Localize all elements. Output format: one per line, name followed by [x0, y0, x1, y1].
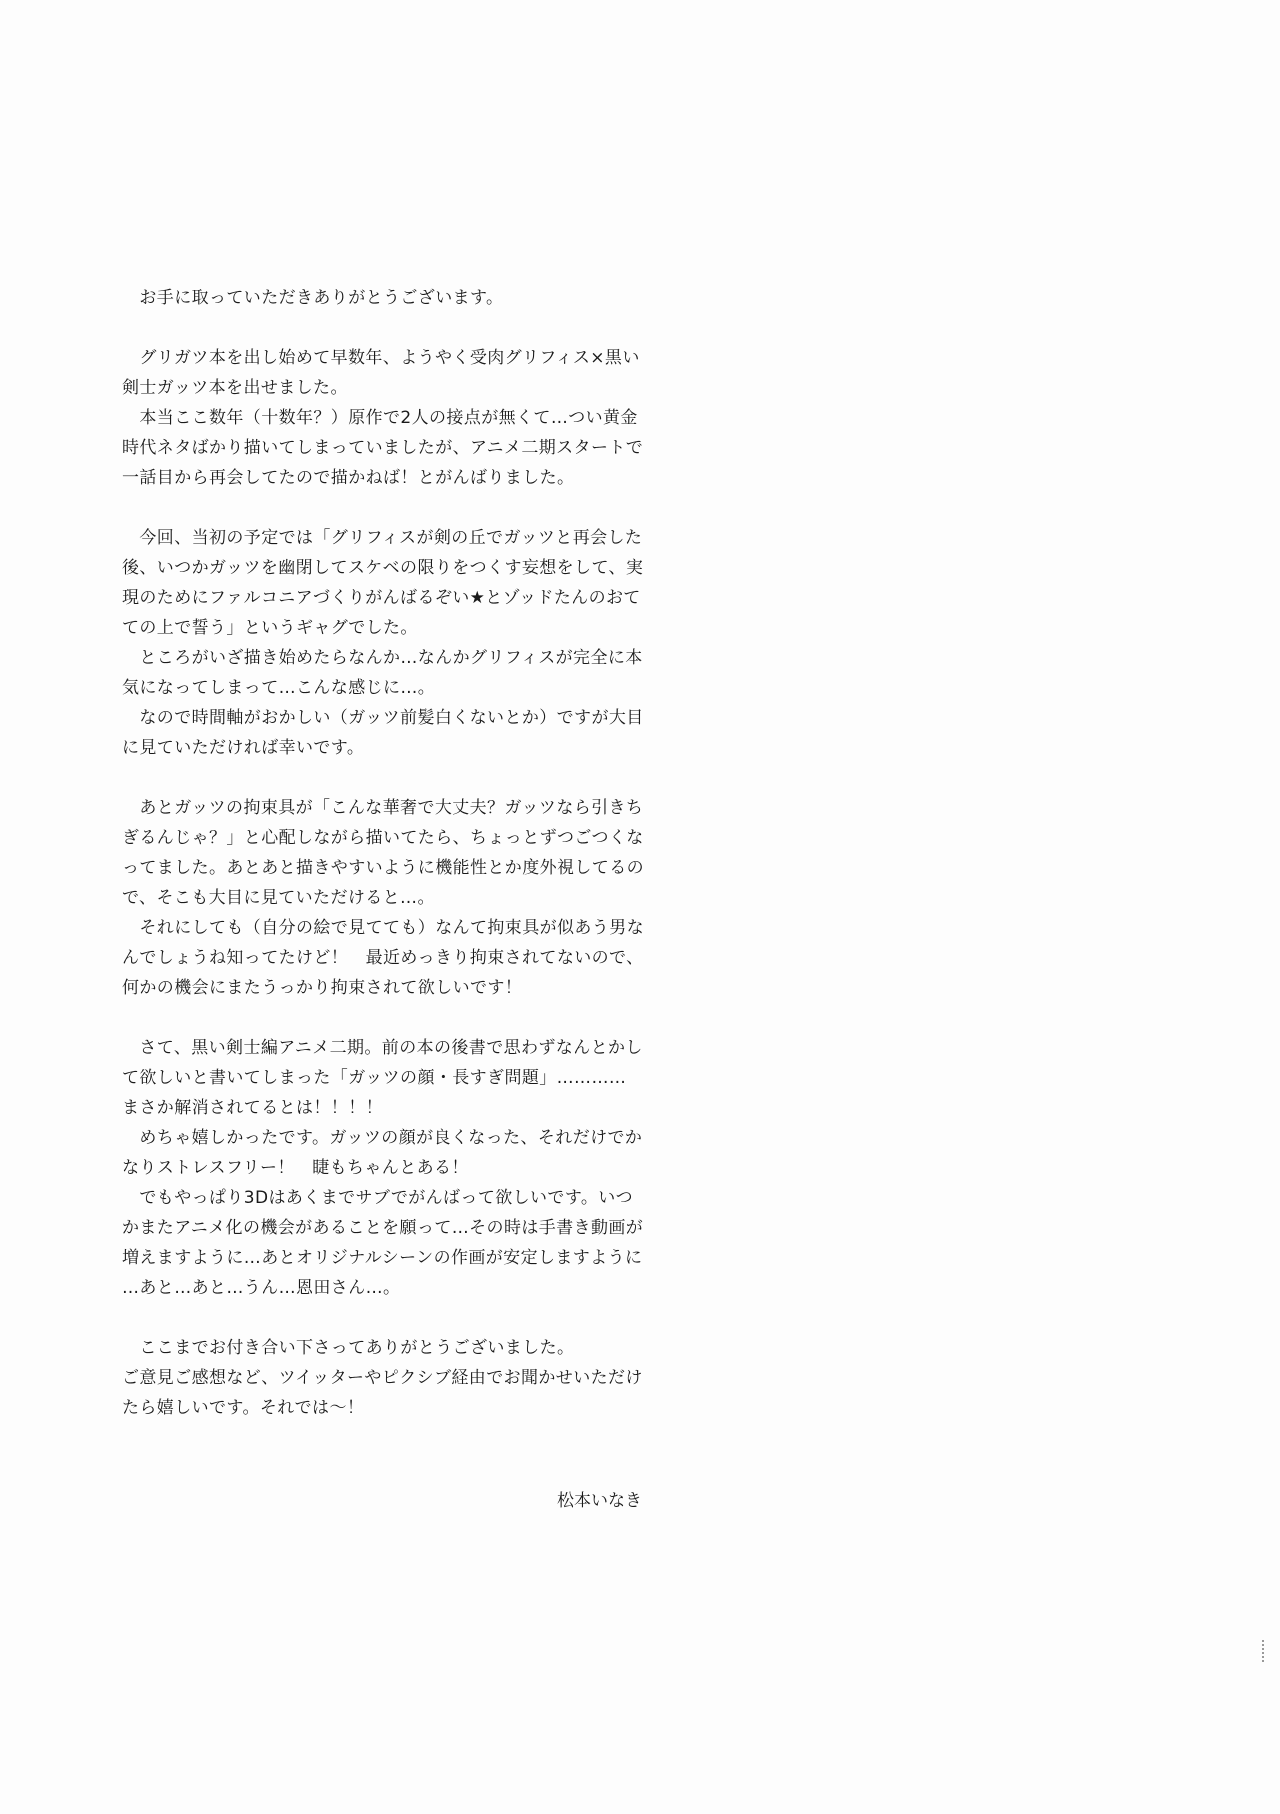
text-line: で、そこも大目に見ていただけると…。	[122, 888, 435, 908]
text-line: …あと…あと…うん…恩田さん…。	[122, 1278, 401, 1298]
text-line: 気になってしまって…こんな感じに…。	[122, 678, 436, 698]
text-line: んでしょうね知ってたけど！ 最近めっきり拘束されてないので、	[122, 948, 644, 968]
text-line: グリガツ本を出し始めて早数年、ようやく受肉グリフィス×黒い	[122, 348, 640, 368]
text-line: めちゃ嬉しかったです。ガッツの顔が良くなった、それだけでか	[122, 1128, 643, 1148]
text-line: お手に取っていただきありがとうございます。	[122, 288, 504, 308]
text-line: それにしても（自分の絵で見てても）なんて拘束具が似あう男な	[122, 918, 644, 938]
text-line: ご意見ご感想など、ツイッターやピクシブ経由でお聞かせいただけ	[122, 1368, 643, 1388]
paragraph-gap	[122, 493, 642, 523]
text-line: 本当ここ数年（十数年？）原作で2人の接点が無くて…つい黄金	[122, 408, 638, 428]
paragraph-gap	[122, 313, 642, 343]
text-line: ここまでお付き合い下さってありがとうございました。	[122, 1338, 575, 1358]
text-line: 後、いつかガッツを幽閉してスケベの限りをつくす妄想をして、実	[122, 558, 644, 578]
paragraph-gap	[122, 1303, 642, 1333]
text-line: なので時間軸がおかしい（ガッツ前髪白くないとか）ですが大目	[122, 708, 644, 728]
author-signature: 松本いなき	[557, 1491, 642, 1511]
text-line: ての上で誓う」というギャグでした。	[122, 618, 418, 638]
text-line: なりストレスフリー！ 睫もちゃんとある！	[122, 1158, 469, 1178]
text-line: に見ていただければ幸いです。	[122, 738, 365, 758]
text-line: 時代ネタばかり描いてしまっていましたが、アニメ二期スタートで	[122, 438, 644, 458]
afterword-text	[122, 283, 642, 1423]
text-line: 現のためにファルコニアづくりがんばるぞい★とゾッドたんのおて	[122, 588, 641, 608]
paragraph-gap	[122, 763, 642, 793]
text-line: ぎるんじゃ？」と心配しながら描いてたら、ちょっとずつごつくな	[122, 828, 644, 848]
text-line: まさか解消されてるとは！！！！	[122, 1098, 383, 1118]
text-line: さて、黒い剣士編アニメ二期。前の本の後書で思わずなんとかし	[122, 1038, 643, 1058]
scan-edge-mark	[1262, 1640, 1268, 1662]
text-line: 一話目から再会してたので描かねば！とがんばりました。	[122, 468, 575, 488]
text-line: ところがいざ描き始めたらなんか…なんかグリフィスが完全に本	[122, 648, 643, 668]
text-line: たら嬉しいです。それでは～！	[122, 1398, 365, 1418]
text-line: かまたアニメ化の機会があることを願って…その時は手書き動画が	[122, 1218, 644, 1238]
text-line: 今回、当初の予定では「グリフィスが剣の丘でガッツと再会した	[122, 528, 643, 548]
text-line: あとガッツの拘束具が「こんな華奢で大丈夫？ガッツなら引きち	[122, 798, 644, 818]
text-line: 何かの機会にまたうっかり拘束されて欲しいです！	[122, 978, 523, 998]
text-line: でもやっぱり3Dはあくまでサブでがんばって欲しいです。いつ	[122, 1188, 634, 1208]
text-line: 増えますように…あとオリジナルシーンの作画が安定しますように	[122, 1248, 643, 1268]
text-line: 剣士ガッツ本を出せました。	[122, 378, 348, 398]
text-line: て欲しいと書いてしまった「ガッツの顔・長すぎ問題」…………	[122, 1068, 627, 1088]
text-line: ってました。あとあと描きやすいように機能性とか度外視してるの	[122, 858, 644, 878]
paragraph-gap	[122, 1003, 642, 1033]
